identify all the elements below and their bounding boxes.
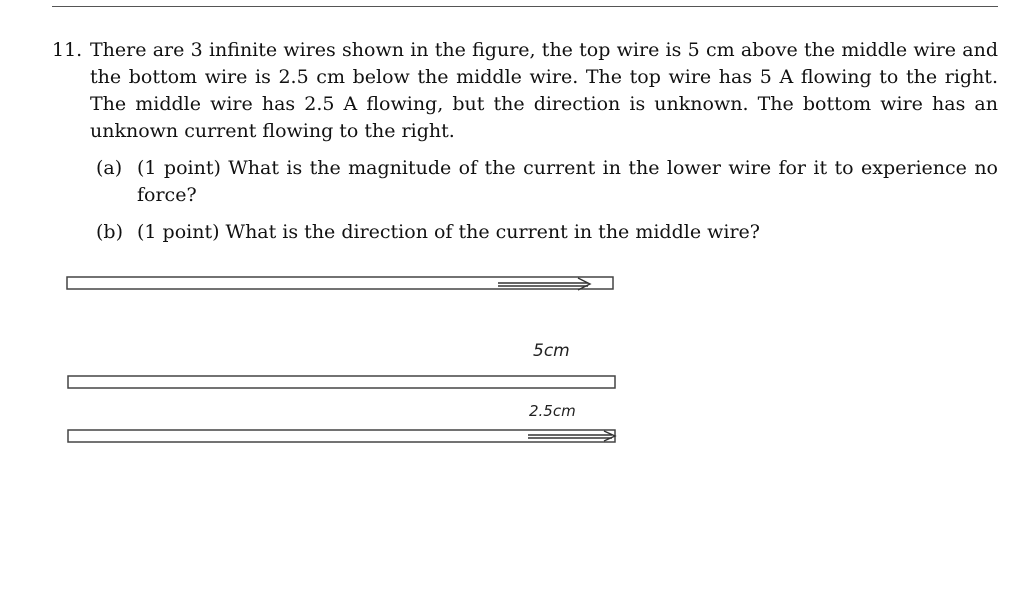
problem-statement: There are 3 infinite wires shown in the figure, the top wire is 5 cm above the middle wire and the bottom wire is 2.5 cm below the middle wire. The top wire has 5 A flowing to the right. The middle wire has 2.5 A flowing, but the direction is unknown. The bottom wire has an unknown current flowing to the right. xyxy=(90,39,998,142)
bottom-gap-label: 2.5cm xyxy=(529,402,576,420)
part-a-label: (a) xyxy=(96,157,123,179)
top-wire-current-arrow xyxy=(498,278,590,290)
problem-number: 11. xyxy=(52,39,83,61)
part-a-question: (1 point) What is the magnitude of the current in the lower wire for it to experience no force? xyxy=(137,157,998,206)
part-b-label: (b) xyxy=(96,221,123,243)
bottom-wire xyxy=(68,430,615,442)
part-b-question: (1 point) What is the direction of the current in the middle wire? xyxy=(137,221,760,243)
top-gap-label: 5cm xyxy=(533,341,570,361)
middle-wire xyxy=(68,376,615,388)
bottom-wire-current-arrow xyxy=(528,431,615,441)
